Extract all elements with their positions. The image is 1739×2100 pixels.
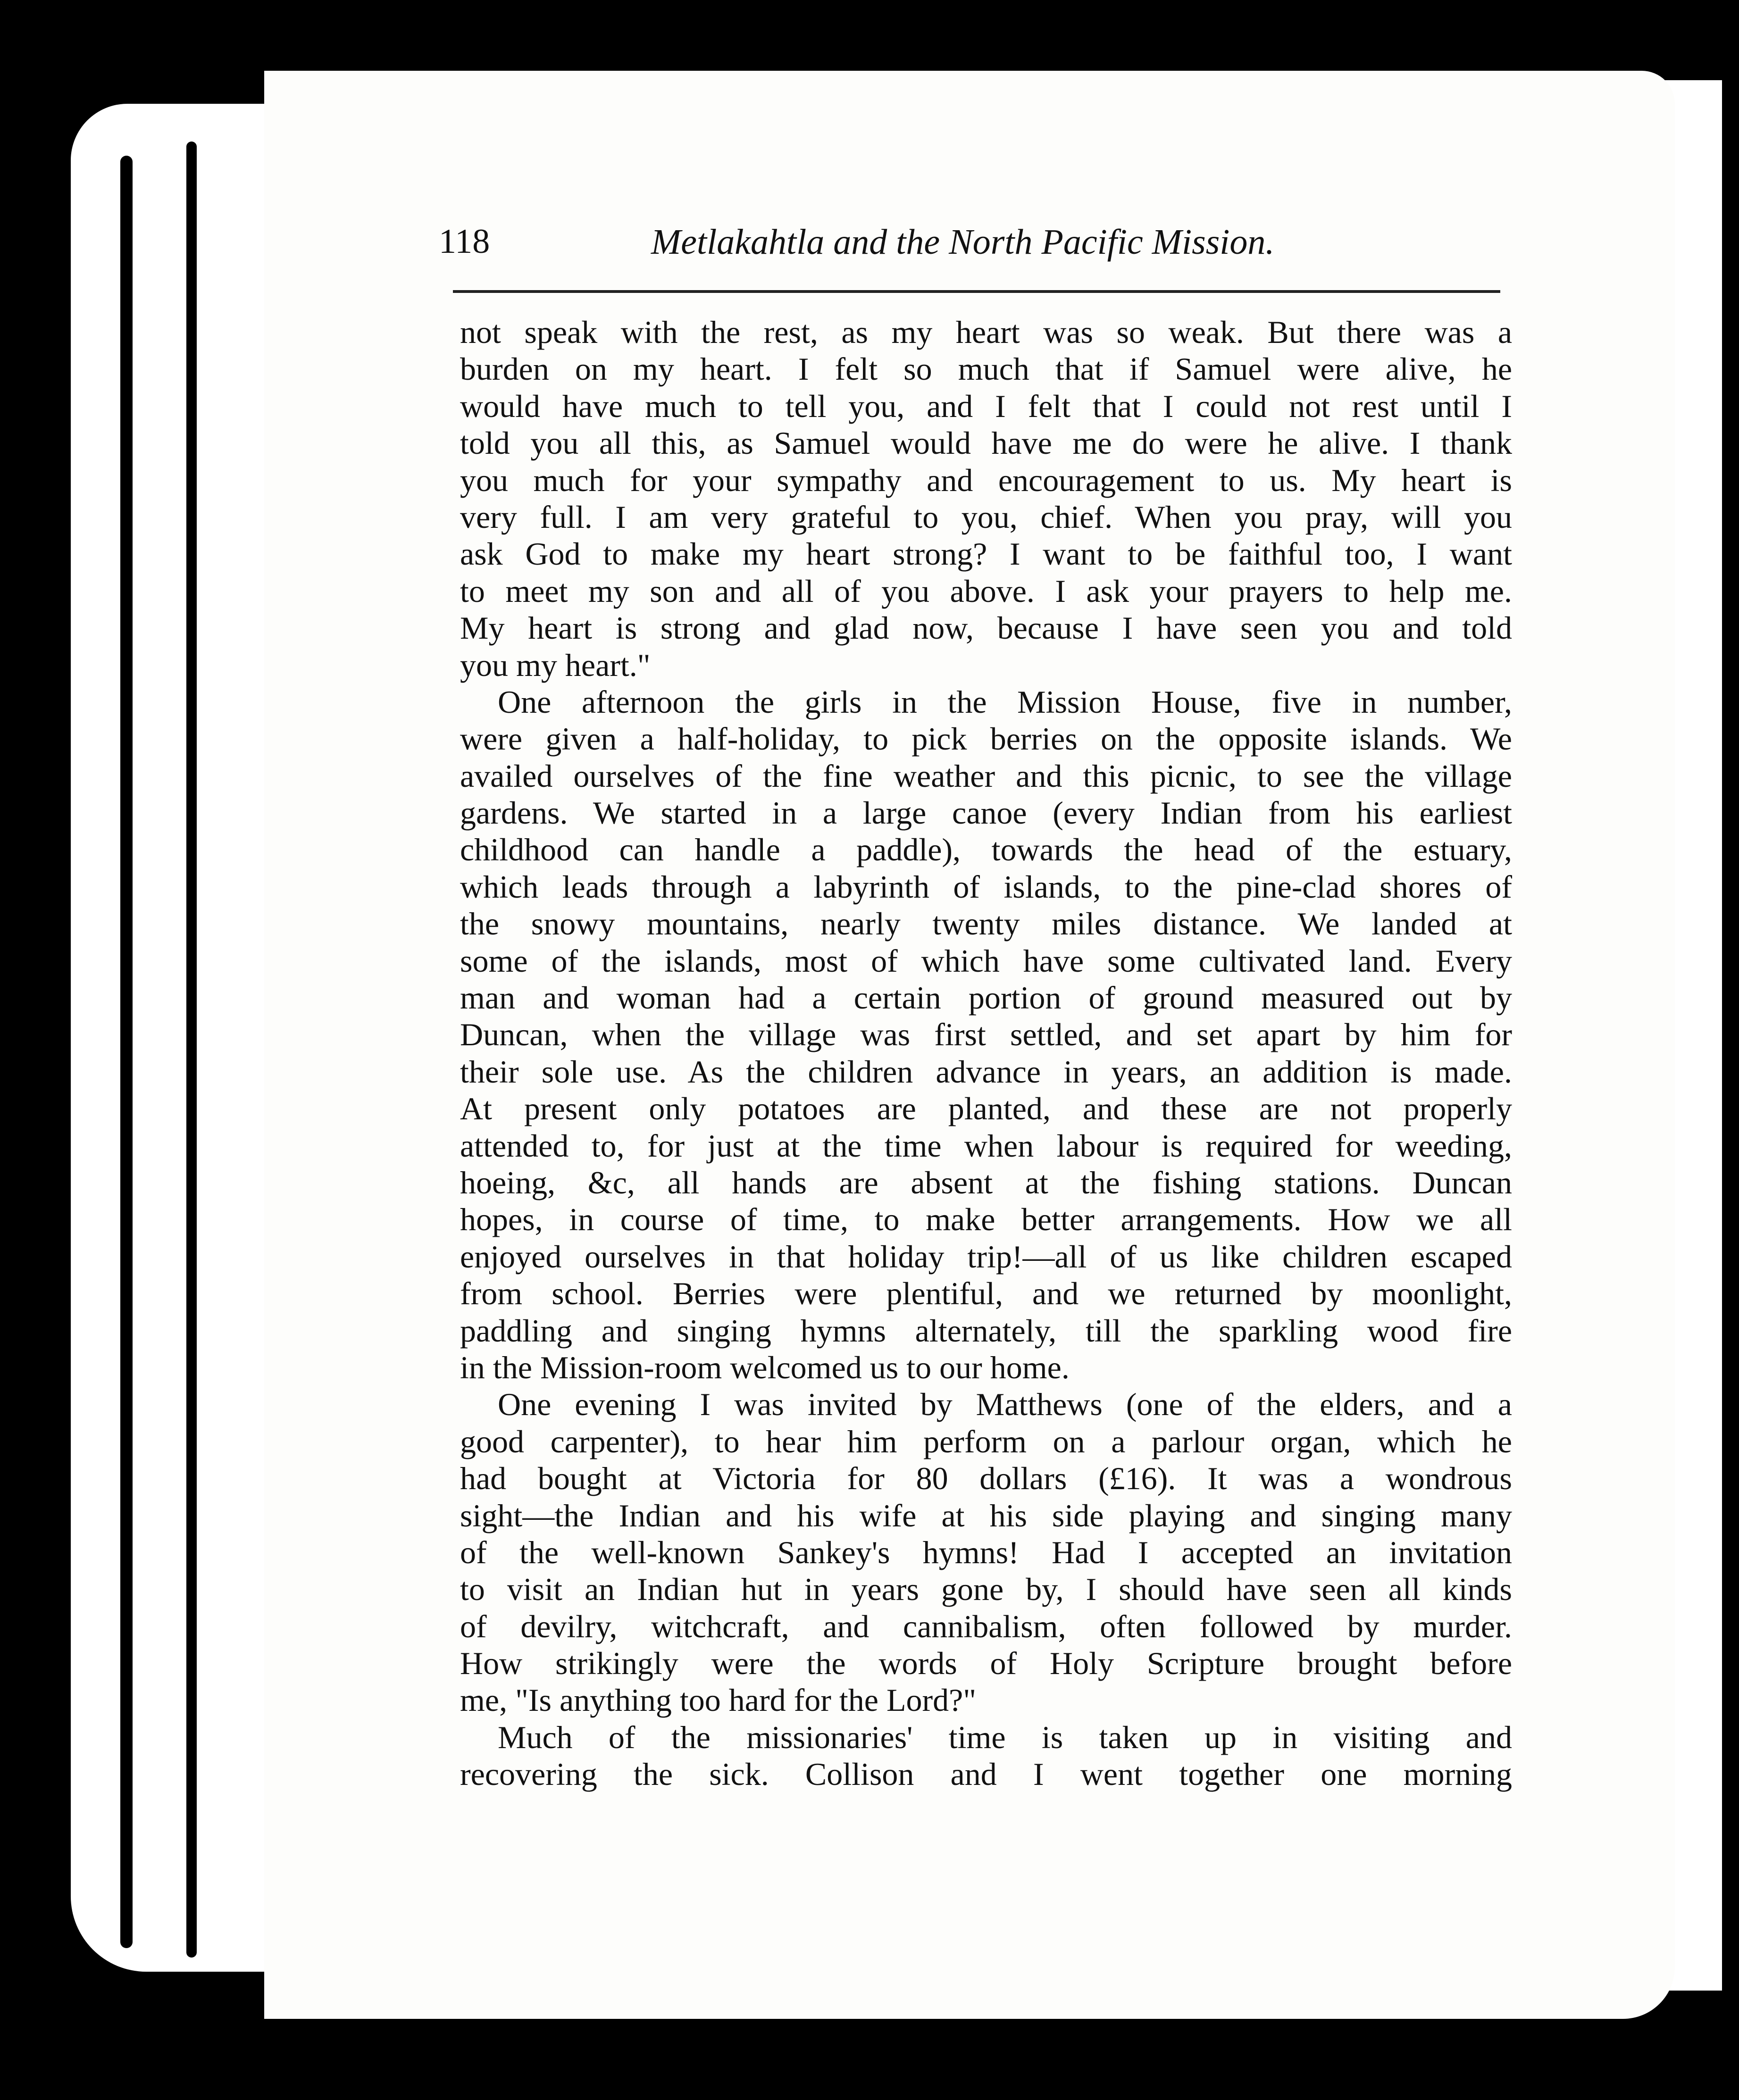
- text-line: hoeing, &c, all hands are absent at the fishing stations. Duncan: [460, 1164, 1512, 1200]
- page-edge-line: [120, 156, 133, 1948]
- text-line: the snowy mountains, nearly twenty miles distance. We landed at: [460, 906, 1512, 942]
- text-line: were given a half-holiday, to pick berries on the opposite islands. We: [460, 721, 1512, 757]
- text-line: man and woman had a certain portion of ground measured out by: [460, 980, 1512, 1016]
- text-line: childhood can handle a paddle), towards the head of the estuary,: [460, 832, 1512, 868]
- text-line: of the well-known Sankey's hymns! Had I accepted an invitation: [460, 1534, 1512, 1570]
- text-line: told you all this, as Samuel would have me do were he alive. I thank: [460, 425, 1512, 461]
- text-line: you my heart.": [460, 647, 651, 683]
- text-line: gardens. We started in a large canoe (every Indian from his earliest: [460, 795, 1512, 831]
- text-line: which leads through a labyrinth of islands, to the pine-clad shores of: [460, 868, 1512, 905]
- text-line: not speak with the rest, as my heart was so weak. But there was a: [460, 314, 1512, 350]
- text-line: had bought at Victoria for 80 dollars (£16). It was a wondrous: [460, 1460, 1512, 1497]
- running-title: Metlakahtla and the North Pacific Mission.: [651, 222, 1275, 262]
- text-line: me, "Is anything too hard for the Lord?": [460, 1682, 977, 1718]
- text-line: to visit an Indian hut in years gone by, I should have seen all kinds: [460, 1571, 1512, 1608]
- text-line: At present only potatoes are planted, and these are not properly: [460, 1091, 1512, 1127]
- text-line: enjoyed ourselves in that holiday trip!—all of us like children escaped: [460, 1238, 1512, 1275]
- text-line: attended to, for just at the time when labour is required for weeding,: [460, 1127, 1512, 1164]
- text-line: in the Mission-room welcomed us to our home.: [460, 1349, 1070, 1385]
- text-line: of devilry, witchcraft, and cannibalism, often followed by murder.: [460, 1608, 1512, 1644]
- book-left-edge: [71, 104, 269, 1972]
- text-line: very full. I am very grateful to you, chief. When you pray, will you: [460, 499, 1512, 535]
- text-line: from school. Berries were plentiful, and we returned by moonlight,: [460, 1275, 1512, 1312]
- text-line: some of the islands, most of which have some cultivated land. Every: [460, 942, 1512, 979]
- text-line: good carpenter), to hear him perform on a parlour organ, which he: [460, 1423, 1512, 1459]
- text-line: sight—the Indian and his wife at his side playing and singing many: [460, 1497, 1512, 1533]
- text-line: recovering the sick. Collison and I went together one morning: [460, 1756, 1512, 1792]
- text-line: Much of the missionaries' time is taken up in visiting and: [498, 1719, 1512, 1755]
- text-line: availed ourselves of the fine weather and this picnic, to see the village: [460, 758, 1512, 794]
- page-number: 118: [439, 222, 490, 261]
- text-line: to meet my son and all of you above. I ask your prayers to help me.: [460, 573, 1512, 609]
- text-line: How strikingly were the words of Holy Scripture brought before: [460, 1645, 1512, 1682]
- text-line: burden on my heart. I felt so much that if Samuel were alive, he: [460, 351, 1512, 387]
- header-rule: [453, 290, 1500, 293]
- text-line: hopes, in course of time, to make better arrangements. How we all: [460, 1201, 1512, 1238]
- text-line: One afternoon the girls in the Mission House, five in number,: [498, 683, 1512, 720]
- text-line: ask God to make my heart strong? I want to be faithful too, I want: [460, 536, 1512, 572]
- text-line: their sole use. As the children advance in years, an addition is made.: [460, 1053, 1512, 1090]
- text-line: My heart is strong and glad now, because I have seen you and told: [460, 610, 1512, 646]
- body-text: [460, 314, 1512, 1793]
- page-edge-line: [186, 142, 197, 1958]
- text-line: paddling and singing hymns alternately, till the sparkling wood fire: [460, 1312, 1512, 1349]
- text-line: would have much to tell you, and I felt that I could not rest until I: [460, 388, 1512, 424]
- page-header: [439, 222, 1345, 274]
- text-line: One evening I was invited by Matthews (one of the elders, and a: [498, 1386, 1512, 1423]
- text-line: Duncan, when the village was first settled, and set apart by him for: [460, 1017, 1512, 1053]
- text-line: you much for your sympathy and encouragement to us. My heart is: [460, 462, 1512, 498]
